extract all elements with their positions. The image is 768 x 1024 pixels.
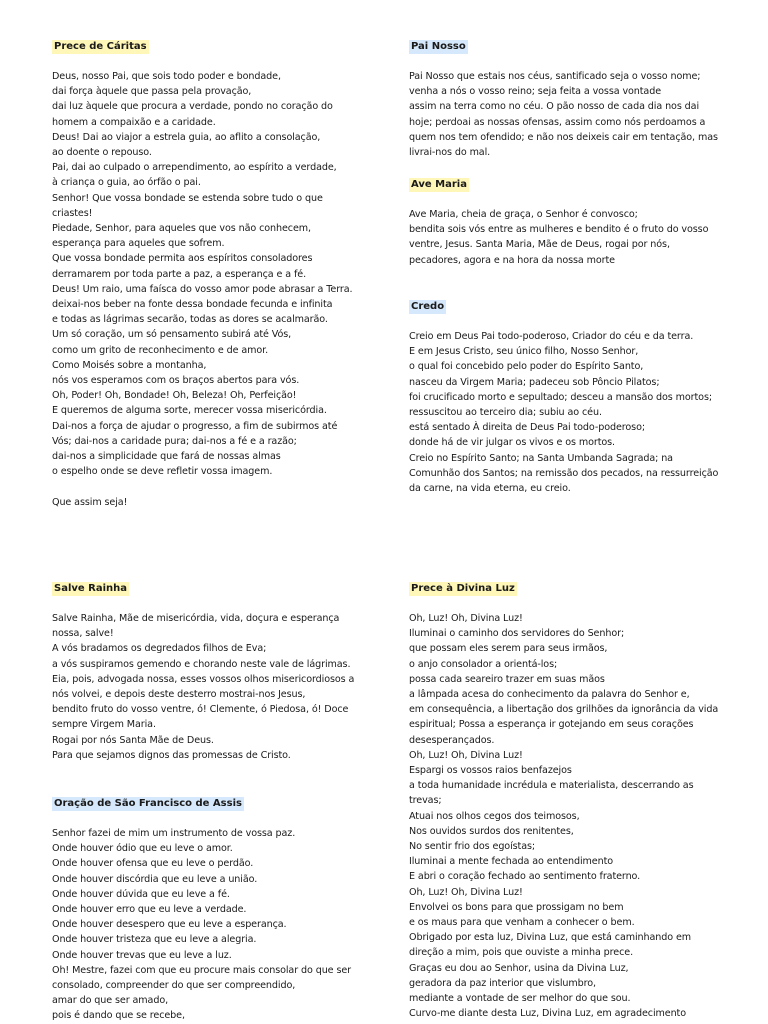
text-line: Onde houver dúvida que eu leve a fé. <box>52 888 230 900</box>
text-line: Onde houver tristeza que eu leve a alegria. <box>52 934 257 946</box>
prece-divina-luz-body <box>409 611 754 1021</box>
text-line: livrai-nos do mal. <box>409 147 491 159</box>
text-line: Oh, Luz! Oh, Divina Luz! <box>409 749 523 761</box>
salve-rainha-title: Salve Rainha <box>54 583 128 594</box>
text-line: Onde houver ódio que eu leve o amor. <box>52 843 233 855</box>
text-line: Oh, Luz! Oh, Divina Luz! <box>409 613 523 624</box>
text-line: o anjo consolador a orientá-los; <box>409 658 558 670</box>
text-line: Onde houver desespero que eu leve a esperança. <box>52 919 287 931</box>
text-line: a vós suspiramos gemendo e chorando neste vale de lágrimas. <box>52 658 351 670</box>
text-line: A vós bradamos os degredados filhos de Eva; <box>52 643 267 655</box>
text-line: como um grito de reconhecimento e de amor. <box>52 344 269 356</box>
text-line: E abri o coração fechado ao sentimento fraterno. <box>409 871 641 883</box>
credo-section <box>409 294 754 496</box>
text-line: amar do que ser amado, <box>52 995 169 1007</box>
text-line: nasceu da Virgem Maria; padeceu sob Pôncio Pilatos; <box>409 376 660 388</box>
text-line: E queremos de alguma sorte, merecer vossa misericórdia. <box>52 405 327 417</box>
prece-divina-luz-section <box>409 576 754 1021</box>
text-line: bendito fruto do vosso ventre, ó! Clemente, ó Piedosa, ó! Doce <box>52 704 349 716</box>
salve-rainha-body <box>52 611 387 763</box>
text-line: Vós; dai-nos a caridade pura; dai-nos a fé e a razão; <box>52 435 297 447</box>
text-line: Pai Nosso que estais nos céus, santificado seja o vosso nome; <box>409 71 701 82</box>
text-line: e todas as lágrimas secarão, todas as dores se acalmarão. <box>52 314 328 326</box>
text-line: a toda humanidade incrédula e materialista, descerrando as <box>409 780 694 792</box>
oracao-sao-francisco-body <box>52 826 387 1024</box>
text-line: E em Jesus Cristo, seu único filho, Nosso Senhor, <box>409 346 639 358</box>
pai-nosso-section <box>409 34 754 160</box>
text-line: Deus! Um raio, uma faísca do vosso amor pode abrasar a Terra. <box>52 283 353 295</box>
text-line: mediante a vontade de ser melhor do que sou. <box>409 993 631 1005</box>
text-line: Ave Maria, cheia de graça, o Senhor é convosco; <box>409 209 638 220</box>
text-line: Atuai nos olhos cegos dos teimosos, <box>409 810 580 822</box>
text-line: Piedade, Senhor, para aqueles que vos não conhecem, <box>52 223 311 235</box>
text-line: Oh, Luz! Oh, Divina Luz! <box>409 886 523 898</box>
text-line: nossa, salve! <box>52 628 114 640</box>
text-line: pecadores, agora e na hora da nossa morte <box>409 254 615 266</box>
text-line: e os maus para que venham a conhecer o bem. <box>409 917 635 929</box>
text-line: Eia, pois, advogada nossa, esses vossos olhos misericordiosos a <box>52 673 355 685</box>
text-line: homem a compaixão e a caridade. <box>52 116 216 128</box>
text-line: derramarem por toda parte a paz, a esperança e a fé. <box>52 268 307 280</box>
text-line: direção a mim, pois que ouviste a minha prece. <box>409 947 634 959</box>
text-line: Onde houver ofensa que eu leve o perdão. <box>52 858 254 870</box>
text-line: Oh! Mestre, fazei com que eu procure mais consolar do que ser <box>52 964 351 976</box>
text-line: sempre Virgem Maria. <box>52 719 156 731</box>
text-line: Onde houver discórdia que eu leve a união. <box>52 873 258 885</box>
text-line: Pai, dai ao culpado o arrependimento, ao espírito a verdade, <box>52 162 337 174</box>
ave-maria-body <box>409 207 754 268</box>
credo-body <box>409 329 754 496</box>
text-line: Onde houver trevas que eu leve a luz. <box>52 949 232 961</box>
oracao-sao-francisco-title: Oração de São Francisco de Assis <box>54 798 242 809</box>
salve-rainha-section <box>52 576 387 763</box>
text-line: venha a nós o vosso reino; seja feita a vossa vontade <box>409 86 662 98</box>
credo-title: Credo <box>411 301 445 312</box>
text-line: Salve Rainha, Mãe de misericórdia, vida, doçura e esperança <box>52 613 340 624</box>
text-line: à criança o guia, ao órfão o pai. <box>52 177 201 189</box>
text-line: Curvo-me diante desta Luz, Divina Luz, em agradecimento <box>409 1008 686 1020</box>
text-line: Espargi os vossos raios benfazejos <box>409 765 572 777</box>
text-line: Graças eu dou ao Senhor, usina da Divina Luz, <box>409 962 629 974</box>
text-line: Senhor! Que vossa bondade se estenda sobre tudo o que <box>52 192 323 204</box>
text-line: nós vos esperamos com os braços abertos para vós. <box>52 375 300 387</box>
text-line: Como Moisés sobre a montanha, <box>52 359 207 371</box>
text-line: Que assim seja! <box>52 496 128 508</box>
prece-divina-luz-title: Prece à Divina Luz <box>411 583 515 594</box>
text-line: a lâmpada acesa do conhecimento da palavra do Senhor e, <box>409 689 690 701</box>
text-line: ao doente o repouso. <box>52 147 152 159</box>
text-line: consolado, compreender do que ser compreendido, <box>52 980 296 992</box>
text-line: Deus! Dai ao viajor a estrela guia, ao aflito a consolação, <box>52 131 321 143</box>
text-line: Que vossa bondade permita aos espíritos consoladores <box>52 253 313 265</box>
text-line: deixai-nos beber na fonte dessa bondade fecunda e infinita <box>52 299 333 311</box>
prece-caritas-body <box>52 69 387 510</box>
text-line: ressuscitou ao terceiro dia; subiu ao céu. <box>409 407 602 419</box>
text-line: Creio no Espírito Santo; na Santa Umbanda Sagrada; na <box>409 452 673 464</box>
blank-line <box>52 479 387 494</box>
text-line: Deus, nosso Pai, que sois todo poder e bondade, <box>52 71 281 82</box>
pai-nosso-title: Pai Nosso <box>411 41 466 52</box>
text-line: em consequência, a libertação dos grilhões da ignorância da vida <box>409 704 719 716</box>
text-line: está sentado À direita de Deus Pai todo-poderoso; <box>409 422 645 434</box>
oracao-sao-francisco-section <box>52 791 387 1024</box>
text-line: Oh, Poder! Oh, Bondade! Oh, Beleza! Oh, Perfeição! <box>52 390 297 402</box>
prece-caritas-section <box>52 34 387 510</box>
text-line: quem nos tem ofendido; e não nos deixeis cair em tentação, mas <box>409 131 718 143</box>
text-line: Rogai por nós Santa Mãe de Deus. <box>52 734 214 746</box>
text-line: trevas; <box>409 795 442 807</box>
text-line: Nos ouvidos surdos dos renitentes, <box>409 825 574 837</box>
text-line: dai luz àquele que procura a verdade, pondo no coração do <box>52 101 333 113</box>
pai-nosso-body <box>409 69 754 160</box>
text-line: espiritual; Possa a esperança ir gotejando em seus corações <box>409 719 694 731</box>
text-line: Onde houver erro que eu leve a verdade. <box>52 904 247 916</box>
text-line: No sentir frio dos egoístas; <box>409 841 536 853</box>
text-line: Senhor fazei de mim um instrumento de vossa paz. <box>52 828 296 839</box>
text-line: Iluminai o caminho dos servidores do Senhor; <box>409 628 625 640</box>
text-line: Para que sejamos dignos das promessas de Cristo. <box>52 749 291 761</box>
text-line: geradora da paz interior que vislumbro, <box>409 977 597 989</box>
text-line: que possam eles serem para seus irmãos, <box>409 643 608 655</box>
text-line: dai-nos a simplicidade que fará de nossas almas <box>52 451 281 463</box>
text-line: esperança para aqueles que sofrem. <box>52 238 225 250</box>
ave-maria-section <box>409 172 754 268</box>
ave-maria-title: Ave Maria <box>411 179 467 190</box>
text-line: Envolvei os bons para que prossigam no bem <box>409 901 624 913</box>
text-line: assim na terra como no céu. O pão nosso de cada dia nos dai <box>409 101 700 113</box>
text-line: o espelho onde se deve refletir vossa imagem. <box>52 466 273 478</box>
text-line: Obrigado por esta luz, Divina Luz, que está caminhando em <box>409 932 692 944</box>
text-line: Creio em Deus Pai todo-poderoso, Criador do céu e da terra. <box>409 331 694 342</box>
text-line: dai força àquele que passa pela provação, <box>52 86 252 98</box>
text-line: ventre, Jesus. Santa Maria, Mãe de Deus, rogai por nós, <box>409 239 670 251</box>
text-line: criastes! <box>52 207 93 219</box>
text-line: Comunhão dos Santos; na remissão dos pecados, na ressurreição <box>409 467 719 479</box>
text-line: nós volvei, e depois deste desterro mostrai-nos Jesus, <box>52 689 306 701</box>
text-line: Iluminai a mente fechada ao entendimento <box>409 856 614 868</box>
text-line: desesperançados. <box>409 734 495 746</box>
text-line: donde há de vir julgar os vivos e os mortos. <box>409 437 616 449</box>
text-line: hoje; perdoai as nossas ofensas, assim como nós perdoamos a <box>409 116 706 128</box>
text-line: bendita sois vós entre as mulheres e bendito é o fruto do vosso <box>409 224 709 236</box>
text-line: Dai-nos a força de ajudar o progresso, a fim de subirmos até <box>52 420 338 432</box>
text-line: pois é dando que se recebe, <box>52 1010 185 1022</box>
text-line: Um só coração, um só pensamento subirá até Vós, <box>52 329 292 341</box>
text-line: o qual foi concebido pelo poder do Espírito Santo, <box>409 361 644 373</box>
text-line: foi crucificado morto e sepultado; desceu a mansão dos mortos; <box>409 391 712 403</box>
prece-caritas-title: Prece de Cáritas <box>54 41 147 52</box>
text-line: possa cada seareiro trazer em suas mãos <box>409 673 605 685</box>
text-line: da carne, na vida eterna, eu creio. <box>409 483 571 495</box>
